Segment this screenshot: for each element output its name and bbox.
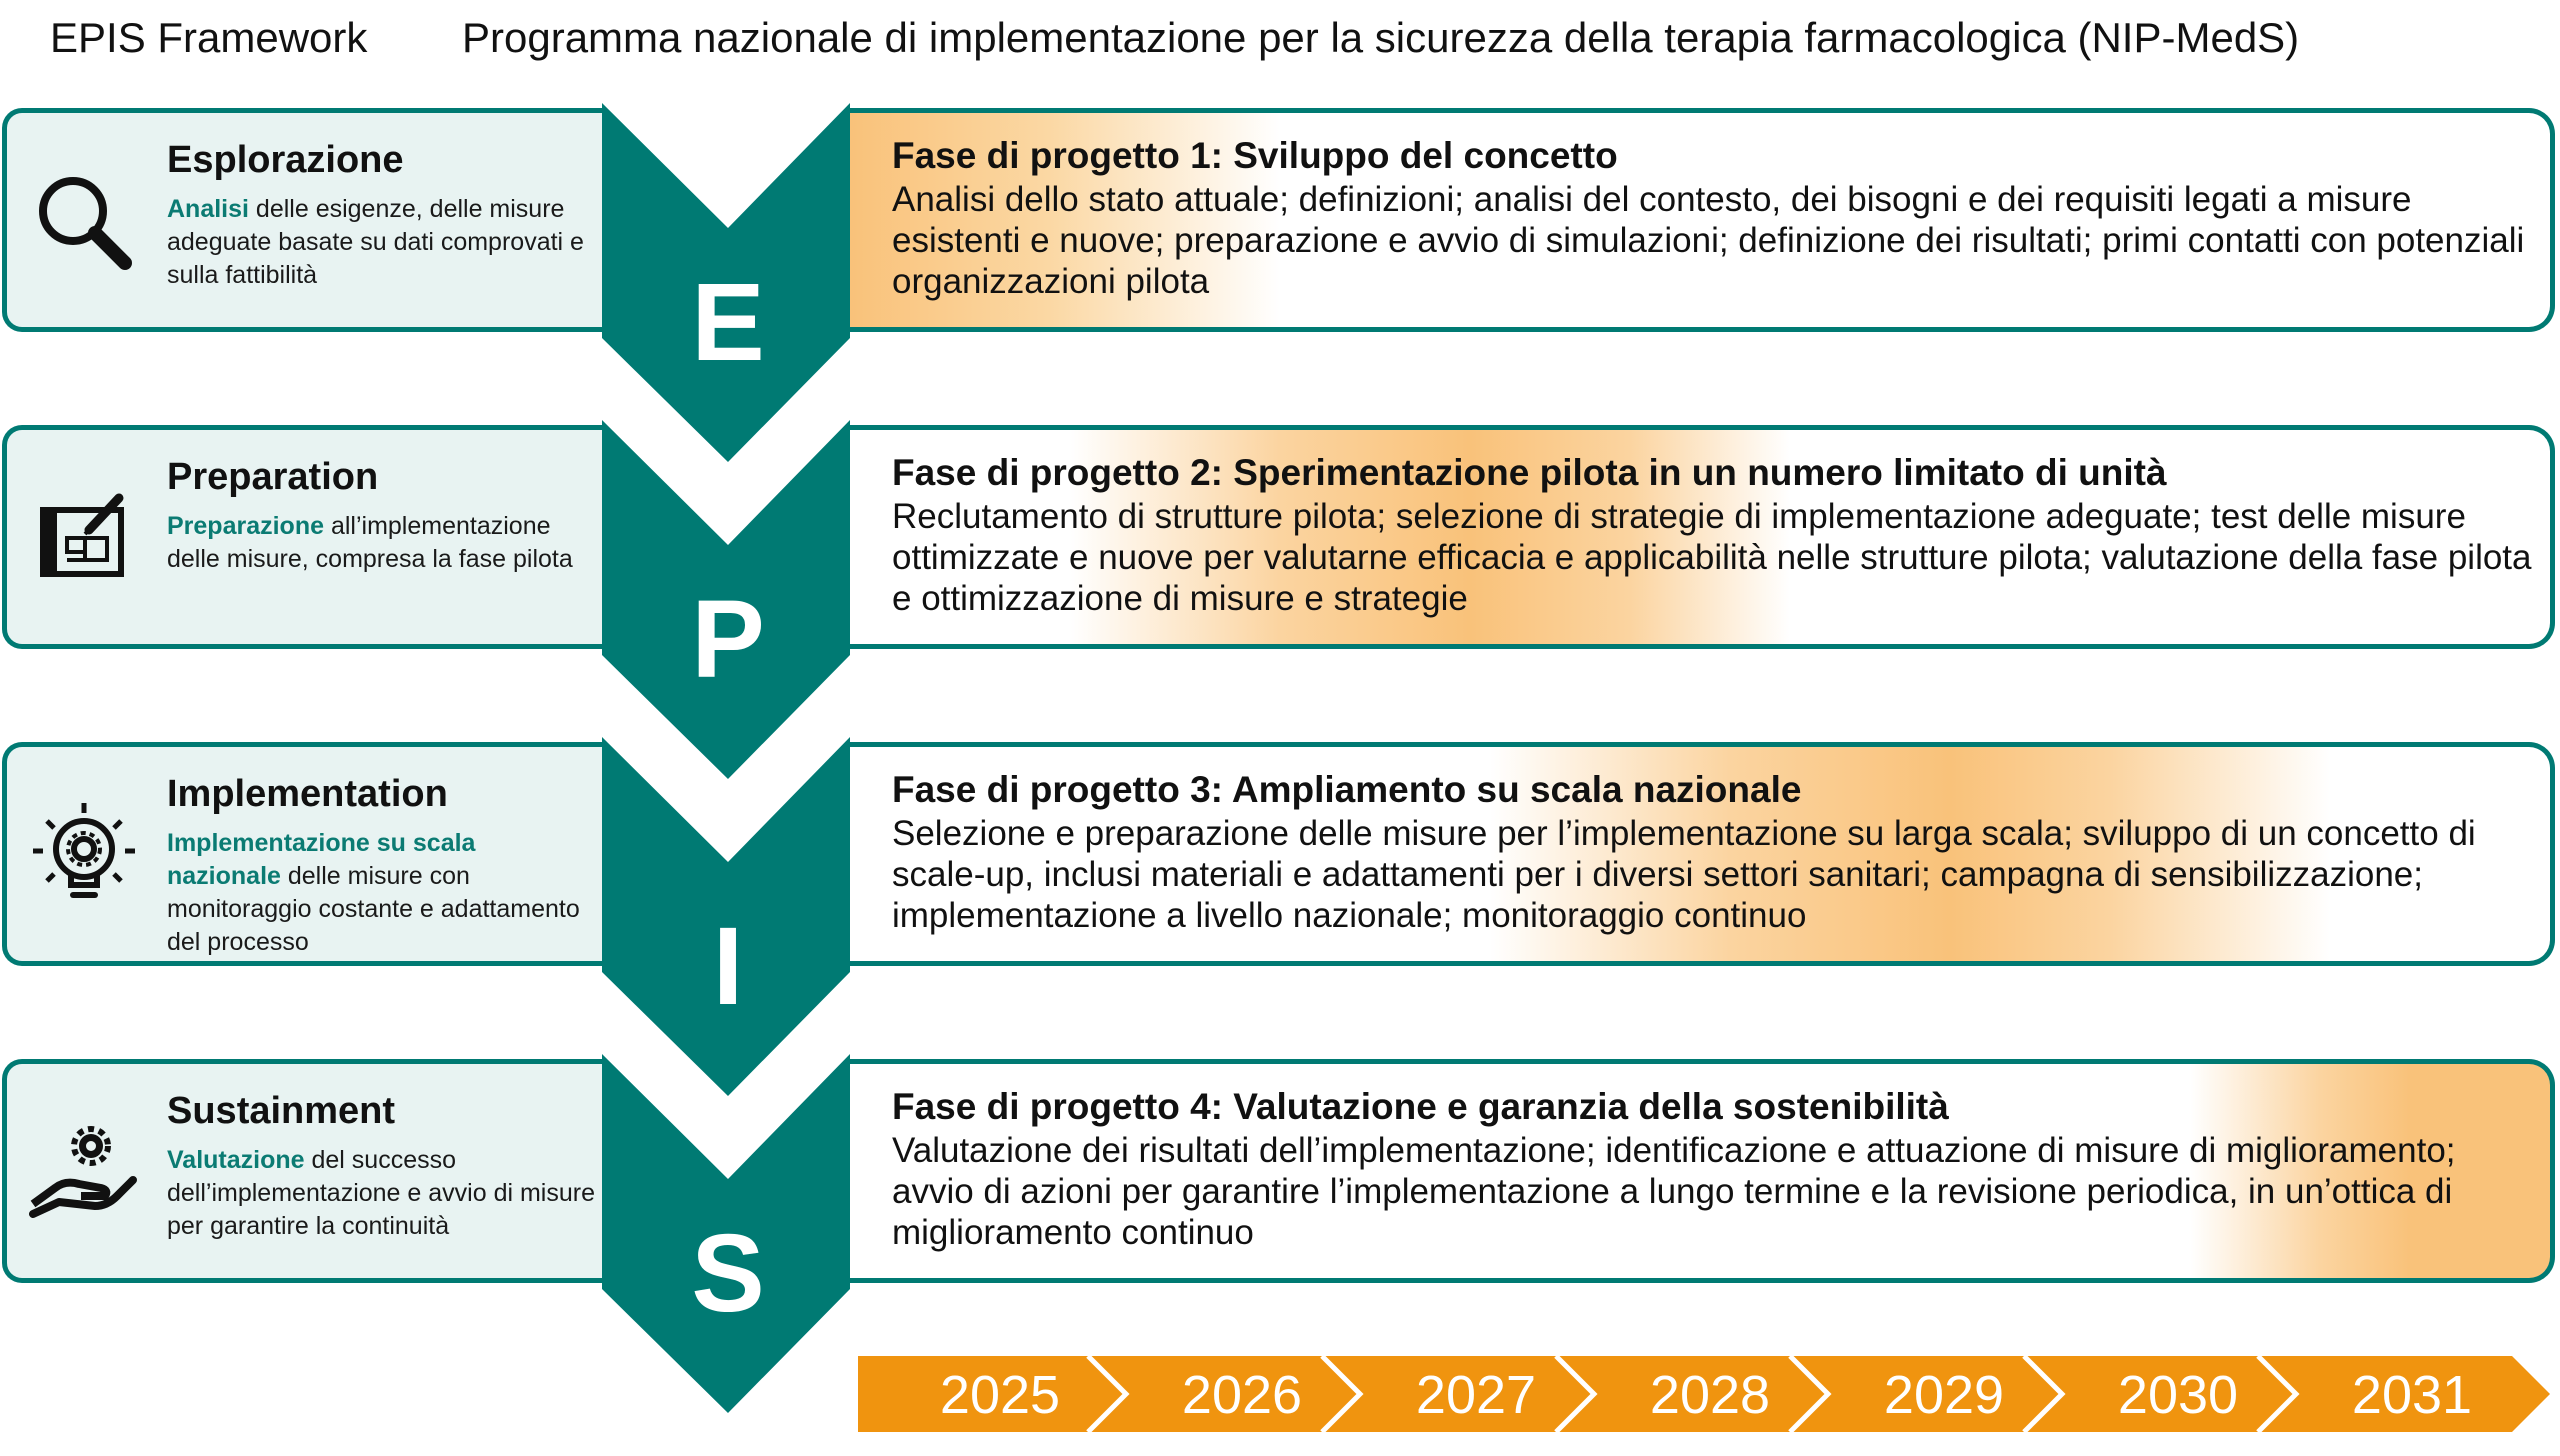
- stage-keyword: Analisi: [167, 195, 249, 223]
- project-phase-title: Fase di progetto 1: Sviluppo del concetto: [892, 135, 1618, 176]
- stage-text: delle misure con monitoraggio costante e adattamento del processo: [167, 862, 580, 956]
- project-phase-description: Analisi dello stato attuale; definizioni; analisi del contesto, dei bisogni e dei requisiti legati a misure esistenti e nuove; preparazione e avvio di simulazioni; definizione dei risultati; primi contatti con potenziali organizzazioni pilota: [892, 180, 2525, 301]
- year-label: 2031: [2351, 1365, 2473, 1425]
- stage-keyword: Implementazione su scala nazionale: [167, 829, 476, 890]
- stage-title: Sustainment: [167, 1090, 396, 1132]
- stage-text: all’implementazione delle misure, compresa la fase pilota: [167, 512, 573, 573]
- chevron-letter: E: [691, 261, 765, 384]
- year-label: 2027: [1415, 1365, 1537, 1425]
- stage-title: Implementation: [167, 773, 448, 815]
- project-phase-title: Fase di progetto 4: Valutazione e garanzia della sostenibilità: [892, 1086, 1949, 1127]
- chevron-letter: S: [691, 1212, 765, 1335]
- stage-keyword: Valutazione: [167, 1146, 305, 1174]
- year-label: 2028: [1649, 1365, 1771, 1425]
- program-title: Programma nazionale di implementazione per la sicurezza della terapia farmacologica (NIP-MedS): [462, 14, 2300, 61]
- project-phase-title: Fase di progetto 3: Ampliamento su scala nazionale: [892, 769, 1802, 810]
- stage-text: del successo dell’implementazione e avvio di misure per garantire la continuità: [167, 1146, 595, 1240]
- year-label: 2030: [2117, 1365, 2239, 1425]
- stage-title: Esplorazione: [167, 139, 404, 181]
- year-label: 2029: [1883, 1365, 2005, 1425]
- project-phase-description: Selezione e preparazione delle misure per l’implementazione su larga scala; sviluppo di un concetto di scale-up, inclusi materiali e adattamenti per i diversi settori sanitari; campagna di sensibilizzazione; implementazione a livello nazionale; monitoraggio continuo: [892, 814, 2476, 935]
- stage-keyword: Preparazione: [167, 512, 325, 540]
- chevron-letter: P: [691, 578, 765, 701]
- stage-title: Preparation: [167, 456, 379, 498]
- project-phase-description: Valutazione dei risultati dell’implementazione; identificazione e attuazione di misure di miglioramento; avvio di azioni per garantire l’implementazione a lungo termine e la revisione periodica, in un’ottica di miglioramento continuo: [892, 1131, 2456, 1252]
- chevron-letter: I: [712, 905, 744, 1028]
- project-phase-title: Fase di progetto 2: Sperimentazione pilota in un numero limitato di unità: [892, 452, 2167, 493]
- project-phase-description: Reclutamento di strutture pilota; selezione di strategie di implementazione adeguate; test delle misure ottimizzate e nuove per valutarne efficacia e applicabilità nelle strutture pilota; valutazione della fase pilota e ottimizzazione di misure e strategie: [892, 497, 2532, 618]
- stage-text: delle esigenze, delle misure adeguate basate su dati comprovati e sulla fattibilità: [167, 195, 584, 289]
- year-label: 2025: [939, 1365, 1061, 1425]
- framework-title: EPIS Framework: [50, 14, 368, 61]
- year-label: 2026: [1181, 1365, 1303, 1425]
